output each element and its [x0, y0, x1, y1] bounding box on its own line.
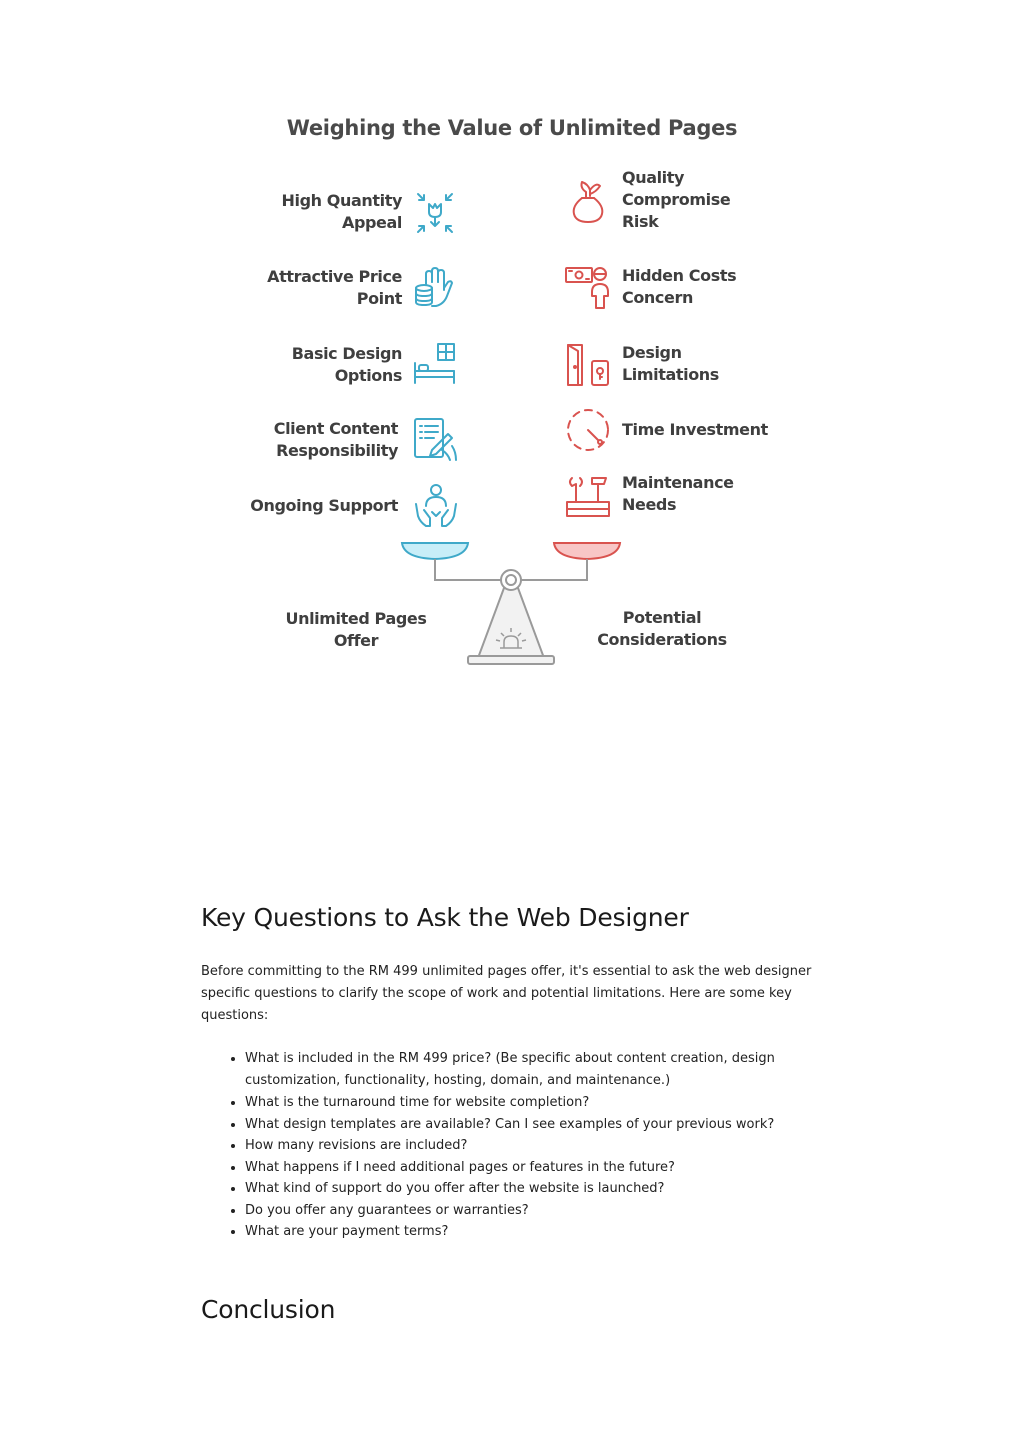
- label-hidden-costs-concern: Hidden Costs Concern: [622, 266, 737, 307]
- list-item: • What kind of support do you offer after the website is launched?: [245, 1178, 845, 1200]
- person-support-icon: [412, 482, 460, 530]
- label-time-investment: Time Investment: [622, 420, 768, 439]
- label-unlimited-pages-offer: Unlimited Pages Offer: [285, 609, 427, 650]
- label-potential-considerations: Potential Considerations: [597, 608, 727, 649]
- label-design-limitations: Design Limitations: [622, 343, 719, 384]
- list-item: • What are your payment terms?: [245, 1221, 845, 1243]
- scale-base: [468, 656, 554, 664]
- list-item: • Do you offer any guarantees or warranties?: [245, 1200, 845, 1222]
- list-item: • How many revisions are included?: [245, 1135, 845, 1157]
- cash-person-icon: [564, 264, 612, 312]
- door-lock-icon: [564, 341, 612, 389]
- infographic-title: Weighing the Value of Unlimited Pages: [286, 116, 738, 140]
- label-maintenance-needs: Maintenance Needs: [622, 473, 734, 514]
- list-item: • What design templates are available? Can I see examples of your previous work?: [245, 1114, 845, 1136]
- questions-list: [230, 1048, 845, 1243]
- arrows-converge-icon: [412, 190, 458, 236]
- label-high-quantity-appeal: High Quantity Appeal: [281, 191, 402, 232]
- label-ongoing-support: Ongoing Support: [250, 496, 398, 515]
- questions-intro-paragraph: Before committing to the RM 499 unlimited pages offer, it's essential to ask the web designer specific questions to clarify the scope of work and potential limitations. Here are some key questions:: [201, 964, 812, 1023]
- clock-dashed-icon: [564, 406, 612, 454]
- right-pan: [554, 543, 620, 559]
- section-heading-key-questions: Key Questions to Ask the Web Designer: [201, 903, 689, 932]
- list-item: • What happens if I need additional pages or features in the future?: [245, 1157, 845, 1179]
- bed-window-icon: [412, 341, 458, 387]
- money-bag-icon: [566, 178, 612, 224]
- label-quality-compromise-risk: Quality Compromise Risk: [622, 168, 731, 231]
- label-attractive-price-point: Attractive Price Point: [267, 267, 402, 308]
- list-item: • What is the turnaround time for website completion?: [245, 1092, 845, 1114]
- section-heading-conclusion: Conclusion: [201, 1295, 336, 1324]
- left-pan: [402, 543, 468, 559]
- label-basic-design-options: Basic Design Options: [291, 344, 402, 385]
- toolbox-icon: [564, 474, 612, 522]
- label-client-content-responsibility: Client Content Responsibility: [273, 419, 398, 460]
- list-item: • What is included in the RM 499 price? (Be specific about content creation, design customization, functionality, hosting, domain, and maintenance.): [245, 1048, 845, 1092]
- scale-pivot: [501, 570, 521, 590]
- document-pen-icon: [412, 416, 460, 464]
- hand-coins-icon: [412, 266, 458, 312]
